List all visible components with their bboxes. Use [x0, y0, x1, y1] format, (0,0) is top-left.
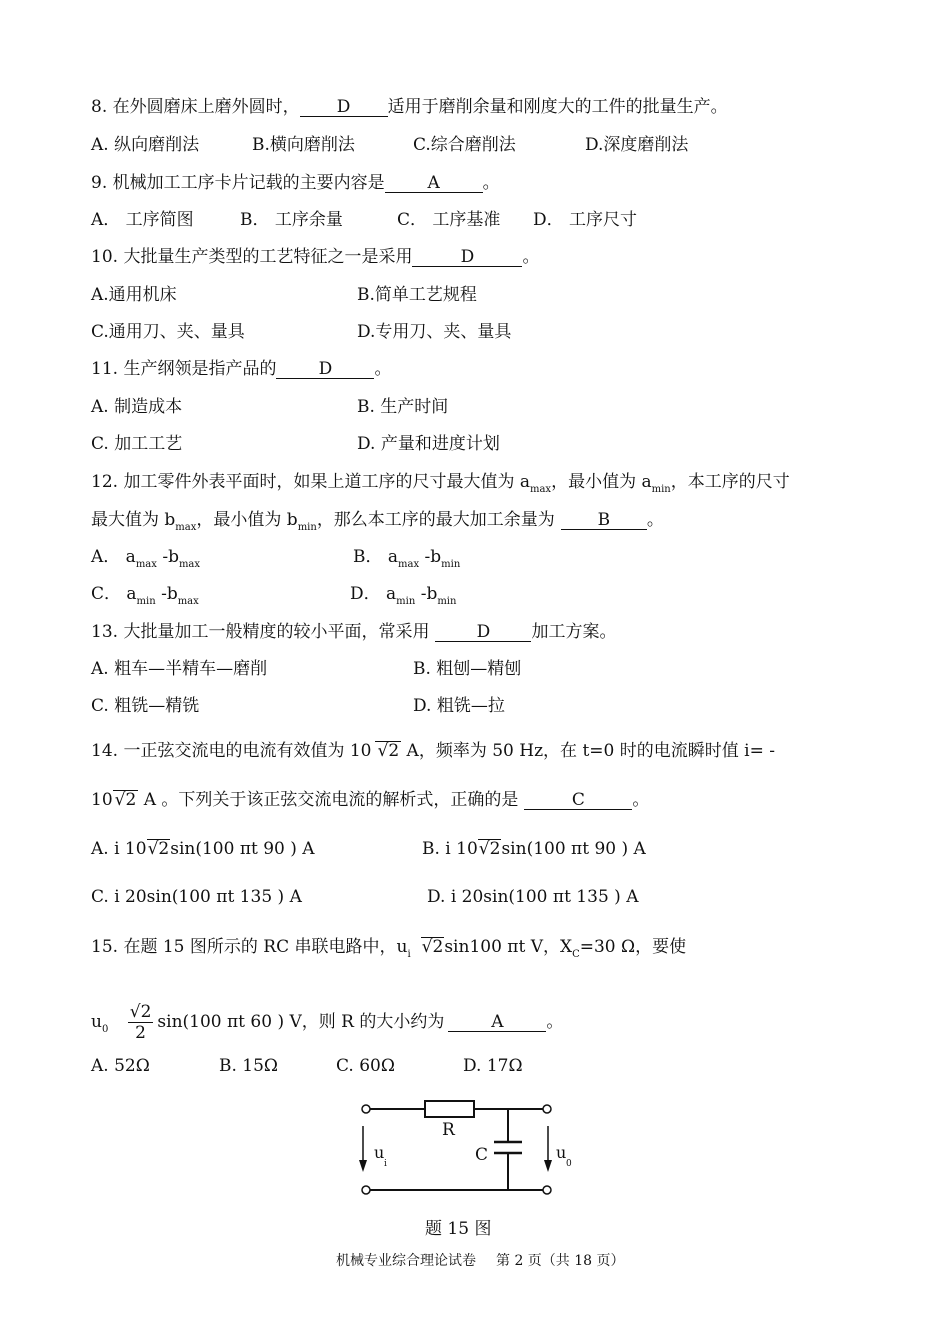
- q9-stem: 9. 机械加工工序卡片记载的主要内容是 A 。: [91, 173, 500, 193]
- capacitor-label: C: [475, 1145, 489, 1165]
- output-voltage-sub: 0: [566, 1159, 572, 1169]
- q13-option-b: B. 粗刨—精刨: [413, 659, 522, 679]
- q15-answer: A: [448, 1013, 546, 1032]
- q11-option-c: C. 加工工艺: [91, 434, 183, 454]
- q12-stem-line2: 最大值为 $b_{max}$，最小值为 $b_{min}$，那么本工序的最大加工余量为 B 。: [91, 510, 664, 533]
- q9-option-a: A． 工序简图: [91, 210, 194, 230]
- q9-option-b: B． 工序余量: [240, 210, 343, 230]
- q13-option-d: D. 粗铣—拉: [413, 696, 505, 716]
- figure-caption: 题 15 图: [425, 1219, 492, 1239]
- q12-option-c: C． $a_{min}$ $-b_{max}$: [91, 584, 199, 607]
- q11-option-b: B. 生产时间: [357, 397, 449, 417]
- q13-option-a: A. 粗车—半精车—磨削: [91, 659, 268, 679]
- q12-stem-line1: 12. 加工零件外表平面时，如果上道工序的尺寸最大值为 $a_{max}$，最小值为 $a_{min}$，本工序的尺寸: [91, 472, 790, 495]
- q15-option-d: D. 17Ω: [463, 1056, 523, 1076]
- q13-option-c: C. 粗铣—精铣: [91, 696, 200, 716]
- terminal-icon: [543, 1105, 551, 1113]
- q9-option-d: D． 工序尺寸: [533, 210, 638, 230]
- arrow-head-icon: [359, 1160, 367, 1172]
- resistor-label: R: [442, 1120, 455, 1140]
- sqrt-2: √2: [114, 790, 137, 810]
- q15-stem-line2: $u_0$ $\frac{√2}{2}$ sin(100 πt 60 ) V，则 R 的大小约为 A 。: [91, 1002, 564, 1043]
- sqrt-2: √2: [377, 741, 400, 761]
- q9-option-c: C． 工序基准: [397, 210, 501, 230]
- q11-option-a: A. 制造成本: [91, 397, 183, 417]
- q15-option-b: B. 15Ω: [219, 1056, 279, 1076]
- q14-option-d: D. i 20sin(100 πt 135 ) A: [427, 887, 639, 907]
- terminal-icon: [543, 1186, 551, 1194]
- q14-stem-line1: 14. 一正弦交流电的电流有效值为 10 √2 A，频率为 50 Hz，在 t=0 时的电流瞬时值 i= -: [91, 741, 775, 761]
- sqrt-2: √2: [147, 839, 170, 859]
- q10-option-c: C.通用刀、夹、量具: [91, 322, 245, 342]
- q8-option-d: D.深度磨削法: [585, 135, 689, 155]
- terminal-icon: [362, 1186, 370, 1194]
- q10-option-b: B.简单工艺规程: [357, 285, 477, 305]
- q14-option-a: A. i 10√2sin(100 πt 90 ) A: [91, 839, 315, 859]
- q15-stem-line1: 15. 在题 15 图所示的 RC 串联电路中，$u_i$ √2sin100 πt V，$X_C=30$ Ω，要使: [91, 937, 687, 960]
- q12-option-d: D． $a_{min}$ $-b_{min}$: [350, 584, 457, 607]
- q8-option-c: C.综合磨削法: [413, 135, 516, 155]
- q14-answer: C: [524, 791, 632, 810]
- q8-option-b: B.横向磨削法: [252, 135, 355, 155]
- q12-option-a: A． $a_{max}$ $-b_{max}$: [91, 547, 201, 570]
- q12-answer: B: [561, 511, 647, 530]
- q12-option-b: B． $a_{max}$ $-b_{min}$: [353, 547, 461, 570]
- footer-page: 第 2 页（共 18 页）: [496, 1253, 625, 1269]
- q15-option-a: A. 52Ω: [91, 1056, 150, 1076]
- q11-answer: D: [276, 360, 374, 379]
- q11-option-d: D. 产量和进度计划: [357, 434, 500, 454]
- input-voltage-label: u: [374, 1143, 385, 1162]
- q9-answer: A: [385, 174, 483, 193]
- q15-option-c: C. 60Ω: [336, 1056, 395, 1076]
- q10-stem: 10. 大批量生产类型的工艺特征之一是采用 D 。: [91, 247, 540, 267]
- q10-option-d: D.专用刀、夹、量具: [357, 322, 512, 342]
- q10-option-a: A.通用机床: [91, 285, 177, 305]
- q14-option-c: C. i 20sin(100 πt 135 ) A: [91, 887, 302, 907]
- q8-option-a: A. 纵向磨削法: [91, 135, 200, 155]
- resistor-symbol: [425, 1101, 474, 1117]
- q14-option-b: B. i 10√2sin(100 πt 90 ) A: [422, 839, 646, 859]
- arrow-head-icon: [544, 1160, 552, 1172]
- q11-stem: 11. 生产纲领是指产品的 D 。: [91, 359, 392, 379]
- q13-answer: D: [435, 623, 531, 642]
- footer-title: 机械专业综合理论试卷: [336, 1253, 476, 1269]
- q10-answer: D: [412, 248, 522, 267]
- input-voltage-sub: i: [384, 1159, 387, 1169]
- q8-stem: 8. 在外圆磨床上磨外圆时， D 适用于磨削余量和刚度大的工件的批量生产。: [91, 97, 728, 117]
- output-voltage-label: u: [556, 1143, 567, 1162]
- q8-answer: D: [300, 98, 388, 117]
- q14-stem-line2: 10 √2 A 。下列关于该正弦交流电流的解析式，正确的是 C 。: [91, 790, 650, 810]
- sqrt-2: √2: [478, 839, 501, 859]
- terminal-icon: [362, 1105, 370, 1113]
- q13-stem: 13. 大批量加工一般精度的较小平面，常采用 D 加工方案。: [91, 622, 617, 642]
- sqrt-2: √2: [421, 937, 444, 957]
- fraction-sqrt2-over-2: $\frac{√2}{2}$: [129, 1002, 152, 1043]
